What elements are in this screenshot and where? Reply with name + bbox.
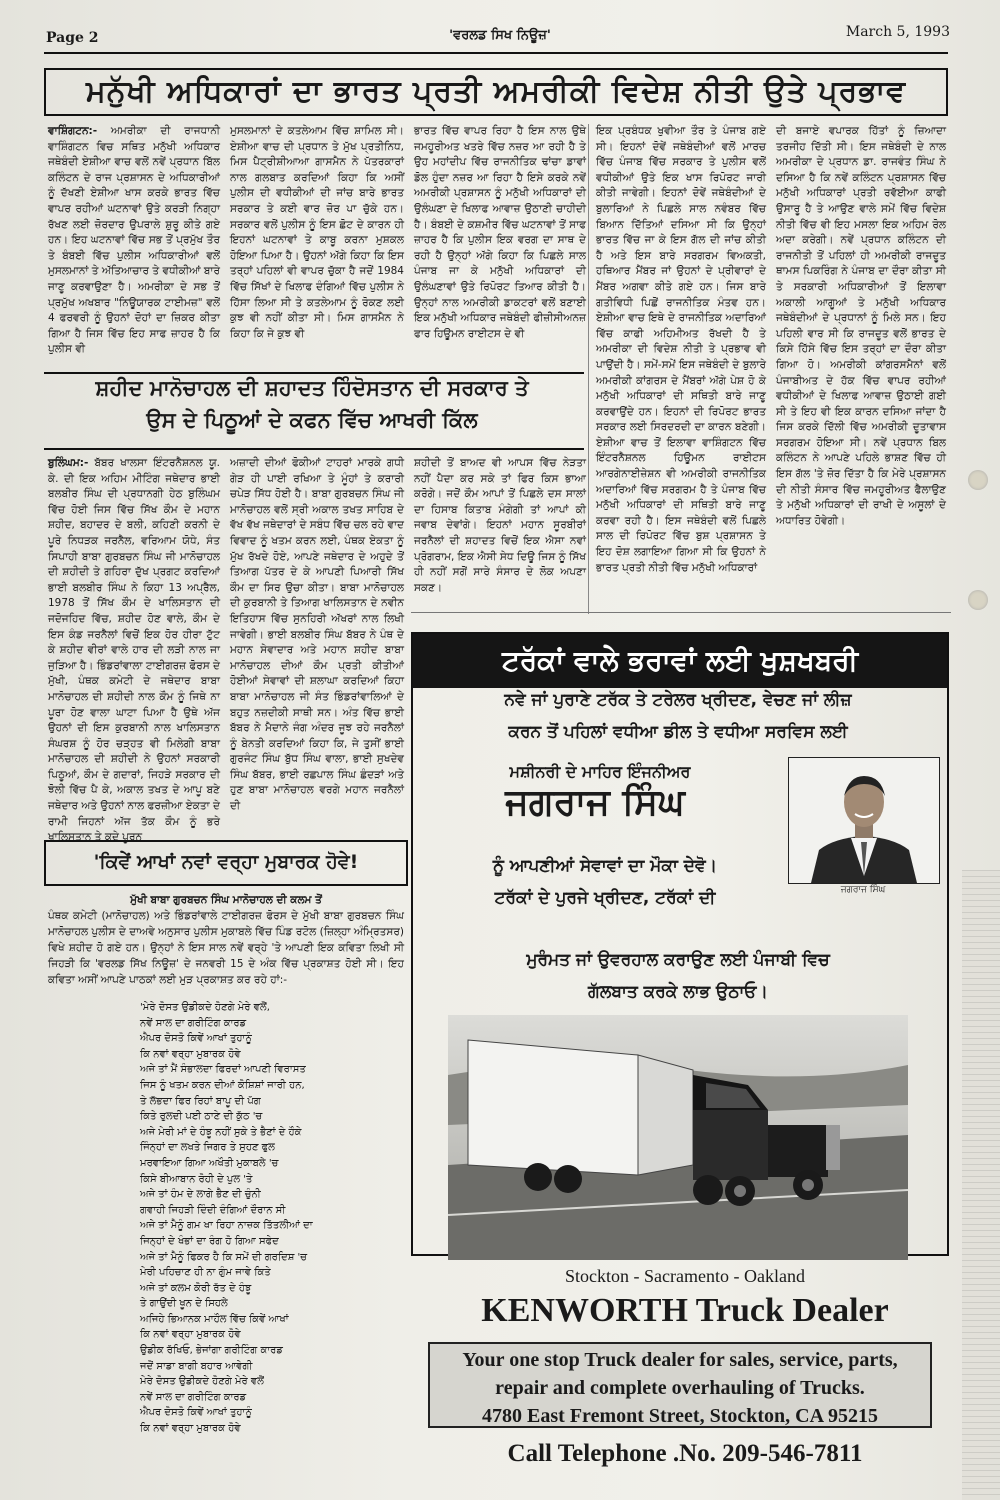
article2-text-3: ਸ਼ਹੀਦੀ ਤੋਂ ਬਾਅਦ ਵੀ ਆਪਸ ਵਿੱਚ ਨੇੜਤਾ ਨਹੀਂ ਪੈਦਾ ਕਰ ਸਕੇ ਤਾਂ ਫਿਰ ਕਿਸ ਭਾਆ ਕਰੋਗੇ। ਜਦੋਂ ਕੌਮ ਆਪਾਂ ਤੋਂ ਪਿਛਲੇ ਦਸ ਸਾਲਾਂ ਦਾ ਹਿਸਾਬ ਕਿਤਾਬ ਮੰਗੇਗੀ ਤਾਂ ਆਪਾਂ ਕੀ ਜਵਾਬ ਦੇਵਾਂਗੇ। ਇਹਨਾਂ ਮਹਾਨ ਸੂਰਬੀਰਾਂ ਜਰਨੈਲਾਂ ਦੀ ਸ਼ਹਾਦਤ ਵਿਚੋਂ ਇਕ ਐਸਾ ਨਵਾਂ ਪ੍ਰੋਗਰਾਮ, ਇਕ ਐਸੀ ਸੇਧ ਦਿਊ ਜਿਸ ਨੂੰ ਸਿੱਖ ਹੀ ਨਹੀਂ ਸਗੋਂ ਸਾਰੇ ਸੰਸਾਰ ਦੇ ਲੋਕ ਅਪਣਾ ਸਕਣ। <box>414 457 586 594</box>
article2-column-3 <box>414 456 586 616</box>
dealer-cities: Stockton - Sacramento - Oakland <box>565 1266 805 1286</box>
ad-title: ਟਰੱਕਾਂ ਵਾਲੇ ਭਰਾਵਾਂ ਲਈ ਖੁਸ਼ਖਬਰੀ <box>413 634 947 688</box>
ad-line-1: ਨਵੇ ਜਾਂ ਪੁਰਾਣੇ ਟਰੱਕ ਤੇ ਟਰੇਲਰ ਖ੍ਰੀਦਣ, ਵੇਚਣ ਜਾਂ ਲੀਜ਼ <box>504 690 852 710</box>
poem-line: ਮੇਰੀ ਪਹਿਚਾਣ ਹੀ ਨਾ ਗੁੰਮ ਜਾਵੇ ਕਿਤੇ <box>140 1267 271 1279</box>
article1-text-4: ਇਕ ਪ੍ਰਬੰਧਕ ਖੁਵੀਆ ਤੌਰ ਤੇ ਪੰਜਾਬ ਗਏ ਸੀ। ਇਹਨਾਂ ਦੋਵੇਂ ਜਥੇਬੰਦੀਆਂ ਵਲੋਂ ਮਾਰਚ ਵਿੱਚ ਪੰਜਾਬ ਵਿੱਚ ਸਰਕਾਰ ਤੇ ਪੁਲੀਸ ਵਲੋਂ ਵਧੀਕੀਆਂ ਉਤੇ ਇਕ ਖਾਸ ਰਿਪੋਰਟ ਜਾਰੀ ਕੀਤੀ ਜਾਵੇਗੀ। ਇਹਨਾਂ ਦੋਵੇਂ ਜਥੇਬੰਦੀਆਂ ਦੇ ਬੁਲਾਰਿਆਂ ਨੇ ਪਿਛਲੇ ਸਾਲ ਨਵੰਬਰ ਵਿੱਚ ਬਿਆਨ ਦਿੱਤਿਆਂ ਦਸਿਆ ਸੀ ਕਿ ਉਨ੍ਹਾਂ ਭਾਰਤ ਵਿੱਚ ਜਾ ਕੇ ਇਸ ਗੱਲ ਦੀ ਜਾਂਚ ਕੀਤੀ ਹੈ ਅਤੇ ਇਸ ਬਾਰੇ ਸਰਗਰਮ ਵਿਅਕਤੀ, ਹਥਿਆਰ ਮੈਂਬਰ ਜਾਂ ਉਹਨਾਂ ਦੇ ਪ੍ਰੀਵਾਰਾਂ ਦੇ ਮੈਂਬਰ ਅਗਵਾ ਕੀਤੇ ਗਏ ਹਨ। ਜਿਸ ਬਾਰੇ ਗਤੀਵਿਧੀ ਪਿਛੋਂ ਰਾਜਨੀਤਿਕ ਮੰਤਵ ਹਨ। ਏਸ਼ੀਆ ਵਾਚ ਇਥੇ ਦੇ ਰਾਜਨੀਤਿਕ ਅਦਾਰਿਆਂ ਵਿੱਚ ਕਾਫੀ ਅਹਿਮੀਅਤ ਰੱਖਦੀ ਹੈ ਤੇ ਅਮਰੀਕਾ ਦੀ ਵਿਦੇਸ਼ ਨੀਤੀ ਤੇ ਪ੍ਰਭਾਵ ਵੀ ਪਾਉਂਦੀ ਹੈ। ਸਮੇਂ-ਸਮੇਂ ਇਸ ਜਥੇਬੰਦੀ ਦੇ ਬੁਲਾਰੇ ਅਮਰੀਕੀ ਕਾਂਗਰਸ ਦੇ ਮੈਂਬਰਾਂ ਅੱਗੇ ਪੇਸ਼ ਹੋ ਕੇ ਮਨੁੱਖੀ ਅਧਿਕਾਰਾਂ ਦੀ ਸਥਿਤੀ ਬਾਰੇ ਜਾਣੂ ਕਰਵਾਉਂਦੇ ਹਨ। ਇਹਨਾਂ ਦੀ ਰਿਪੋਰਟ ਭਾਰਤ ਸਰਕਾਰ ਲਈ ਸਿਰਦਰਦੀ ਦਾ ਕਾਰਨ ਬਣੇਗੀ। ਏਸ਼ੀਆ ਵਾਚ ਤੋਂ ਇਲਾਵਾ ਵਾਸ਼ਿੰਗਟਨ ਵਿੱਚ ਇੰਟਰਨੈਸ਼ਨਲ ਹਿਊਮਨ ਰਾਈਟਸ ਆਰਗੇਨਾਈਜ਼ੇਸ਼ਨ ਵੀ ਅਮਰੀਕੀ ਰਾਜਨੀਤਿਕ ਅਦਾਰਿਆਂ ਵਿੱਚ ਸਰਗਰਮ ਹੈ ਤੇ ਪੰਜਾਬ ਵਿੱਚ ਮਨੁੱਖੀ ਅਧਿਕਾਰਾਂ ਦੀ ਸਥਿਤੀ ਬਾਰੇ ਜਾਣੂ ਕਰਵਾ ਰਹੀ ਹੈ। ਇਸ ਜਥੇਬੰਦੀ ਵਲੋਂ ਪਿਛਲੇ ਸਾਲ ਦੀ ਰਿਪੋਰਟ ਵਿੱਚ ਬੁਸ਼ ਪ੍ਰਸ਼ਾਸਨ ਤੇ ਇਹ ਦੋਸ਼ ਲਗਾਇਆ ਗਿਆ ਸੀ ਕਿ ਉਹਨਾਂ ਨੇ ਭਾਰਤ ਪ੍ਰਤੀ ਨੀਤੀ ਵਿੱਚ ਮਨੁੱਖੀ ਅਧਿਕਾਰਾਂ <box>596 125 766 574</box>
ad-line-4: ਨੂੰ ਆਪਣੀਆਂ ਸੇਵਾਵਾਂ ਦਾ ਮੌਕਾ ਦੇਵੋ। <box>492 856 718 876</box>
ad-line-7: ਗੱਲਬਾਤ ਕਰਕੇ ਲਾਭ ਉਠਾਓ। <box>588 982 768 1002</box>
ad-line-2: ਕਰਨ ਤੋਂ ਪਹਿਲਾਂ ਵਧੀਆ ਡੀਲ ਤੇ ਵਧੀਆ ਸਰਵਿਸ ਲਈ <box>508 722 848 742</box>
dealer-address: 4780 East Fremont Street, Stockton, CA 95215 <box>482 1405 878 1427</box>
poem-line: ਕਿ ਨਵਾਂ ਵਰ੍ਹਾ ਮੁਬਾਰਕ ਹੋਵੇ <box>140 1048 241 1060</box>
poem-line: ਜਿਨ੍ਹਾਂ ਦੇ ਖੰਭਾਂ ਦਾ ਰੰਗ ਹੋ ਗਿਆ ਸਫੇਦ <box>140 1235 279 1247</box>
dealer-desc-line-2: repair and complete overhauling of Trucks. <box>495 1377 865 1399</box>
page-number: Page 2 <box>46 30 99 46</box>
header-rule <box>44 52 948 54</box>
poem-byline: ਮੁੱਖੀ ਬਾਬਾ ਗੁਰਬਚਨ ਸਿੰਘ ਮਾਨੋਚਾਹਲ ਦੀ ਕਲਮ ਤੋਂ <box>130 894 322 906</box>
masthead-title: 'ਵਰਲਡ ਸਿਖ ਨਿਊਜ਼' <box>449 28 551 43</box>
article2-column-1 <box>48 456 220 844</box>
dealer-phone: Call Telephone .No. 209-546-7811 <box>507 1440 863 1467</box>
poem-line: ਕਿਸੇ ਬੀਆਬਾਨ ਰੋਹੀ ਦੇ ਪੁਲ 'ਤੇ <box>140 1173 253 1185</box>
poem-body <box>140 1000 410 1437</box>
article2-dateline: ਬੁਲਿੰਘਮ:- <box>48 457 89 469</box>
page-header <box>40 24 960 50</box>
article1-column-3 <box>414 124 586 370</box>
poem-intro-text: ਪੰਥਕ ਕਮੇਟੀ (ਮਾਨੋਚਾਹਲ) ਅਤੇ ਭਿੰਡਰਾਂਵਾਲੇ ਟਾਈਗਰਜ਼ ਫੋਰਸ ਦੇ ਮੁੱਖੀ ਬਾਬਾ ਗੁਰਬਚਨ ਸਿੰਘ ਮਾਨੋਚਾਹਲ ਪੁਲੀਸ ਦੇ ਦਾਅਵੇ ਅਨੁਸਾਰ ਪੁਲੀਸ ਮੁਕਾਬਲੇ ਵਿੱਚ ਪਿੰਡ ਰਟੋਲ (ਜ਼ਿਲ੍ਹਾ ਅੰਮ੍ਰਿਤਸਰ) ਵਿਖੇ ਸ਼ਹੀਦ ਹੋ ਗਏ ਹਨ। ਉਨ੍ਹਾਂ ਨੇ ਇਸ ਸਾਲ ਨਵੇਂ ਵਰ੍ਹੇ 'ਤੇ ਆਪਣੀ ਇਕ ਕਵਿਤਾ ਲਿਖੀ ਸੀ ਜਿਹੜੀ ਕਿ 'ਵਰਲਡ ਸਿੱਖ ਨਿਊਜ਼' ਦੇ ਜਨਵਰੀ 15 ਦੇ ਅੰਕ ਵਿੱਚ ਪ੍ਰਕਾਸ਼ਤ ਹੋਈ ਸੀ। ਇਹ ਕਵਿਤਾ ਅਸੀਂ ਆਪਣੇ ਪਾਠਕਾਂ ਲਈ ਮੁੜ ਪ੍ਰਕਾਸ਼ਤ ਕਰ ਰਹੇ ਹਾਂ:- <box>48 910 404 986</box>
poem-line: ਐਪਰ ਦੋਸਤੋ ਕਿਵੇਂ ਆਖਾਂ ਤੁਹਾਨੂੰ <box>140 1407 252 1419</box>
article2-text-2: ਅਜ਼ਾਦੀ ਦੀਆਂ ਫੋਕੀਆਂ ਟਾਹਰਾਂ ਮਾਰਕੇ ਗਧੀ ਗੇੜ ਹੀ ਪਾਈ ਰਖਿਆ ਤੇ ਮੂੰਹਾਂ ਤੇ ਕਰਾਰੀ ਚਪੇੜ ਸਿੱਧ ਹੋਈ ਹੈ। ਬਾਬਾ ਗੁਰਬਚਨ ਸਿੰਘ ਜੀ ਮਾਨੋਚਾਹਲ ਵਲੋਂ ਸ੍ਰੀ ਅਕਾਲ ਤਖਤ ਸਾਹਿਬ ਦੇ ਵੱਖ ਵੱਖ ਜਥੇਦਾਰਾਂ ਦੇ ਸਬੰਧ ਵਿੱਚ ਚਲ ਰਹੇ ਵਾਦ ਵਿਵਾਦ ਨੂੰ ਖਤਮ ਕਰਨ ਲਈ, ਪੰਥਕ ਏਕਤਾ ਨੂੰ ਮੁੱਖ ਰੱਖਦੇ ਹੋਏ, ਆਪਣੇ ਜਥੇਦਾਰ ਦੇ ਅਹੁਦੇ ਤੋਂ ਤਿਆਗ ਪੱਤਰ ਦੇ ਕੇ ਆਪਣੀ ਪਿਆਰੀ ਸਿੱਖ ਕੌਮ ਦਾ ਸਿਰ ਉਚਾ ਕੀਤਾ। ਬਾਬਾ ਮਾਨੋਚਾਹਲ ਦੀ ਕੁਰਬਾਨੀ ਤੇ ਤਿਆਗ ਖਾਲਿਸਤਾਨ ਦੇ ਨਵੀਨ ਇਤਿਹਾਸ ਵਿੱਚ ਸੁਨਹਿਰੀ ਅੱਖਰਾਂ ਨਾਲ ਲਿਖੀ ਜਾਵੇਗੀ। ਭਾਈ ਬਲਬੀਰ ਸਿੰਘ ਬੱਬਰ ਨੇ ਪੰਥ ਦੇ ਮਹਾਨ ਸੇਵਾਦਾਰ ਅਤੇ ਮਹਾਨ ਸ਼ਹੀਦ ਬਾਬਾ ਮਾਨੋਚਾਹਲ ਦੀਆਂ ਕੌਮ ਪ੍ਰਤੀ ਕੀਤੀਆਂ ਹੋਈਆਂ ਸੇਵਾਵਾਂ ਦੀ ਸ਼ਲਾਘਾ ਕਰਦਿਆਂ ਕਿਹਾ ਬਾਬਾ ਮਾਨੋਚਾਹਲ ਜੀ ਸੰਤ ਭਿੰਡਰਾਂਵਾਲਿਆਂ ਦੇ ਬਹੁਤ ਨਜ਼ਦੀਕੀ ਸਾਥੀ ਸਨ। ਅੰਤ ਵਿੱਚ ਭਾਈ ਬੱਬਰ ਨੇ ਮੈਦਾਨੇ ਜੰਗ ਅੰਦਰ ਜੂਝ ਰਹੇ ਜਰਨੈਲਾਂ ਨੂੰ ਬੇਨਤੀ ਕਰਦਿਆਂ ਕਿਹਾ ਕਿ, ਜੇ ਤੁਸੀਂ ਭਾਈ ਗੁਰਜੰਟ ਸਿੰਘ ਬੁੱਧ ਸਿੰਘ ਵਾਲਾ, ਭਾਈ ਸੁਖਦੇਵ ਸਿੰਘ ਬੱਬਰ, ਭਾਈ ਰਛਪਾਲ ਸਿੰਘ ਛੰਦੜਾਂ ਅਤੇ ਹੁਣ ਬਾਬਾ ਮਾਨੋਚਾਹਲ ਵਰਗੇ ਮਹਾਨ ਜਰਨੈਲਾਂ ਦੀ <box>230 457 404 813</box>
article1-column-1 <box>48 124 220 370</box>
portrait-image <box>789 758 939 883</box>
binder-hole <box>968 470 988 490</box>
dealer-desc-line-1: Your one stop Truck dealer for sales, service, parts, <box>462 1349 898 1371</box>
advertiser-photo <box>788 757 940 884</box>
poem-line: ਕਿ ਨਵਾਂ ਵਰ੍ਹਾ ਮੁਬਾਰਕ ਹੋਵੇ <box>140 1329 241 1341</box>
poem-title: 'ਕਿਵੇਂ ਆਖਾਂ ਨਵਾਂ ਵਰ੍ਹਾ ਮੁਬਾਰਕ ਹੋਵੇ! <box>44 840 408 886</box>
column-divider <box>588 124 589 614</box>
poem-line: ਅਜੇ ਤਾਂ ਮੈਨੂੰ ਗਮ ਖਾ ਰਿਹਾ ਨਾਜ਼ਕ ਤਿੱਤਲੀਆਂ ਦਾ <box>140 1220 313 1232</box>
ad-top-rule <box>411 612 951 613</box>
poem-line: ਗਵਾਹੀ ਜਿਹੜੀ ਦਿੰਦੀ ਦੰਗਿਆਂ ਦੌਰਾਨ ਸੀ <box>140 1204 286 1216</box>
poem-line: ਅਜੇ ਤਾਂ ਕਲਮ ਕੋਰੀ ਰੱਤ ਦੇ ਹੰਝੂ <box>140 1282 252 1294</box>
poem-line: ਅਜੇ ਮੇਰੀ ਮਾਂ ਦੇ ਹੰਝੂ ਨਹੀਂ ਸੁਕੇ ਤੇ ਭੈਣਾਂ ਦੇ ਹੌਕੇ <box>140 1126 302 1138</box>
poem-line: ਐਪਰ ਦੋਸਤੋ ਕਿਵੇਂ ਆਖਾਂ ਤੁਹਾਨੂੰ <box>140 1033 252 1045</box>
article1-column-2 <box>230 124 404 370</box>
poem-line: 'ਮੇਰੇ ਦੋਸਤ ਉਡੀਕਦੇ ਹੋਣਗੇ ਮੇਰੇ ਵਲੋਂ, <box>140 1002 270 1013</box>
advertiser-name: ਜਗਰਾਜ ਸਿੰਘ <box>505 782 685 823</box>
article1-text-2: ਮੁਸਲਮਾਨਾਂ ਦੇ ਕਤਲੇਆਮ ਵਿੱਚ ਸ਼ਾਮਿਲ ਸੀ। ਏਸ਼ੀਆ ਵਾਚ ਦੀ ਪ੍ਰਧਾਨ ਤੇ ਮੁੱਖ ਪ੍ਰਤੀਨਿਧ, ਮਿਸ ਪੈਟ੍ਰੀਸ਼ੀਆਆ ਗਾਸਮੈਨ ਨੇ ਪੱਤਰਕਾਰਾਂ ਨਾਲ ਗਲਬਾਤ ਕਰਦਿਆਂ ਕਿਹਾ ਕਿ ਅਸੀਂ ਪੁਲੀਸ ਦੀ ਵਧੀਕੀਆਂ ਦੀ ਜਾਂਚ ਬਾਰੇ ਭਾਰਤ ਸਰਕਾਰ ਤੇ ਕਈ ਵਾਰ ਜ਼ੋਰ ਪਾ ਚੁੱਕੇ ਹਨ। ਸਰਕਾਰ ਵਲੋਂ ਪੁਲੀਸ ਨੂੰ ਇਸ ਛੋਟ ਦੇ ਕਾਰਨ ਹੀ ਇਹਨਾਂ ਘਟਨਾਵਾਂ ਤੇ ਕਾਬੂ ਕਰਨਾ ਮੁਸ਼ਕਲ ਹੋਇਆ ਪਿਆ ਹੈ। ਉਹਨਾਂ ਅੱਗੇ ਕਿਹਾ ਕਿ ਇਸ ਤਰ੍ਹਾਂ ਪਹਿਲਾਂ ਵੀ ਵਾਪਰ ਚੁੱਕਾ ਹੈ ਜਦੋਂ 1984 ਵਿੱਚ ਸਿੱਖਾਂ ਦੇ ਖਿਲਾਫ ਦੰਗਿਆਂ ਵਿੱਚ ਪੁਲੀਸ ਨੇ ਹਿੱਸਾ ਲਿਆ ਸੀ ਤੇ ਕਤਲੇਆਮ ਨੂੰ ਰੋਕਣ ਲਈ ਕੁਝ ਵੀ ਨਹੀਂ ਕੀਤਾ ਸੀ। ਮਿਸ ਗਾਸਮੈਨ ਨੇ ਕਿਹਾ ਕਿ ਜੇ ਕੁਝ ਵੀ <box>230 125 404 340</box>
ad-line-3: ਮਸ਼ੀਨਰੀ ਦੇ ਮਾਹਿਰ ਇੰਜਨੀਅਰ <box>509 762 691 781</box>
poem-line: ਨਵੇਂ ਸਾਲ ਦਾ ਗਰੀਟਿੰਗ ਕਾਰਡ <box>140 1391 247 1403</box>
poem-line: ਨਵੇਂ ਸਾਲ ਦਾ ਗਰੀਟਿੰਗ ਕਾਰਡ <box>140 1017 247 1029</box>
ad-line-6: ਮੁਰੰਮਤ ਜਾਂ ਉਵਰਹਾਲ ਕਰਾਉਣ ਲਈ ਪੰਜਾਬੀ ਵਿਚ <box>526 950 830 970</box>
poem-line: ਕਿਤੇ ਰੁਲਦੀ ਪਈ ਠਾਣੇ ਦੀ ਕੁੱਠ 'ਚ <box>140 1111 263 1123</box>
article1-text-3: ਭਾਰਤ ਵਿੱਚ ਵਾਪਰ ਰਿਹਾ ਹੈ ਇਸ ਨਾਲ ਉਥੇ ਜਮਹੂਰੀਅਤ ਖਤਰੇ ਵਿੱਚ ਨਜ਼ਰ ਆ ਰਹੀ ਹੈ ਤੇ ਉਹ ਮਹਾਂਦੀਪ ਵਿੱਚ ਰਾਜਨੀਤਿਕ ਢਾਂਚਾ ਡਾਵਾਂ ਡੋਲ ਹੁੰਦਾ ਨਜ਼ਰ ਆ ਰਿਹਾ ਹੈ ਇਸੇ ਕਰਕੇ ਨਵੇਂ ਅਮਰੀਕੀ ਪ੍ਰਸ਼ਾਸਨ ਨੂੰ ਮਨੁੱਖੀ ਅਧਿਕਾਰਾਂ ਦੀ ਉਲੰਘਣਾ ਦੇ ਖਿਲਾਫ ਆਵਾਜ਼ ਉਠਾਣੀ ਚਾਹੀਦੀ ਹੈ। ਬੰਬਈ ਦੇ ਕਸ਼ਮੀਰ ਵਿੱਚ ਘਟਨਾਵਾਂ ਤੋਂ ਸਾਫ ਜ਼ਾਹਰ ਹੈ ਕਿ ਪੁਲੀਸ ਇਕ ਵਰਗ ਦਾ ਸਾਥ ਦੇ ਰਹੀ ਹੈ ਉਨ੍ਹਾਂ ਅੱਗੇ ਕਿਹਾ ਕਿ ਪਿਛਲੇ ਸਾਲ ਪੰਜਾਬ ਜਾ ਕੇ ਮਨੁੱਖੀ ਅਧਿਕਾਰਾਂ ਦੀ ਉਲੰਘਣਾਵਾਂ ਉਤੇ ਰਿਪੋਰਟ ਤਿਆਰ ਕੀਤੀ ਹੈ। ਉਨ੍ਹਾਂ ਨਾਲ ਅਮਰੀਕੀ ਡਾਕਟਰਾਂ ਵਲੋਂ ਬਣਾਈ ਇਕ ਮਨੁੱਖੀ ਅਧਿਕਾਰ ਜਥੇਬੰਦੀ ਫੀਜ਼ੀਸੀਅਨਜ਼ ਫਾਰ ਹਿਊਮਨ ਰਾਈਟਸ ਦੇ ਵੀ <box>414 125 586 340</box>
article2-headline-line-2: ਉਸ ਦੇ ਪਿਠੂਆਂ ਦੇ ਕਫਨ ਵਿੱਚ ਆਖਰੀ ਕਿੱਲ <box>146 408 478 432</box>
article1-dateline: ਵਾਸ਼ਿੰਗਟਨ:- <box>48 125 98 137</box>
article1-text-5: ਦੀ ਬਜਾਏ ਵਪਾਰਕ ਹਿੱਤਾਂ ਨੂੰ ਜ਼ਿਆਦਾ ਤਰਜੀਹ ਦਿੱਤੀ ਸੀ। ਇਸ ਜਥੇਬੰਦੀ ਦੇ ਨਾਲ ਅਮਰੀਕਾ ਦੇ ਪ੍ਰਧਾਨ ਡਾ. ਰਾਜਵੰਤ ਸਿੰਘ ਨੇ ਦਸਿਆ ਹੈ ਕਿ ਨਵੇਂ ਕਲਿੰਟਨ ਪ੍ਰਸ਼ਾਸਨ ਵਿੱਚ ਮਨੁੱਖੀ ਅਧਿਕਾਰਾਂ ਪ੍ਰਤੀ ਰਵੱਈਆ ਕਾਫੀ ਉਸਾਰੂ ਹੈ ਤੇ ਆਉਣ ਵਾਲੇ ਸਮੇਂ ਵਿੱਚ ਵਿਦੇਸ਼ ਨੀਤੀ ਵਿੱਚ ਵੀ ਇਹ ਮਸਲਾ ਇਕ ਅਹਿਮ ਰੋਲ ਅਦਾ ਕਰੇਗੀ। ਨਵੇਂ ਪ੍ਰਧਾਨ ਕਲਿੰਟਨ ਦੀ ਰਾਜਨੀਤੀ ਤੋਂ ਪਹਿਲਾਂ ਹੀ ਅਮਰੀਕੀ ਰਾਜਦੂਤ ਥਾਮਸ ਪਿਕਰਿੰਗ ਨੇ ਪੰਜਾਬ ਦਾ ਦੌਰਾ ਕੀਤਾ ਸੀ ਤੇ ਸਰਕਾਰੀ ਅਧਿਕਾਰੀਆਂ ਤੋਂ ਇਲਾਵਾ ਅਕਾਲੀ ਆਗੂਆਂ ਤੇ ਮਨੁੱਖੀ ਅਧਿਕਾਰ ਜਥੇਬੰਦੀਆਂ ਦੇ ਪ੍ਰਧਾਨਾਂ ਨੂੰ ਮਿਲੇ ਸਨ। ਇਹ ਪਹਿਲੀ ਵਾਰ ਸੀ ਕਿ ਰਾਜਦੂਤ ਵਲੋਂ ਭਾਰਤ ਦੇ ਕਿਸੇ ਹਿੱਸੇ ਵਿੱਚ ਇਸ ਤਰ੍ਹਾਂ ਦਾ ਦੌਰਾ ਕੀਤਾ ਗਿਆ ਹੋ। ਅਮਰੀਕੀ ਕਾਂਗਰਸਮੈਨਾਂ ਵਲੋਂ ਪੰਜਾਬੀਅਤ ਦੇ ਹੱਕ ਵਿੱਚ ਵਾਪਰ ਰਹੀਆਂ ਵਧੀਕੀਆਂ ਦੇ ਖਿਲਾਫ ਆਵਾਜ਼ ਉਠਾਈ ਗਈ ਸੀ ਤੇ ਇਹ ਵੀ ਇਕ ਕਾਰਨ ਦਸਿਆ ਜਾਂਦਾ ਹੈ ਜਿਸ ਕਰਕੇ ਦਿੱਲੀ ਵਿੱਚ ਅਮਰੀਕੀ ਦੂਤਾਵਾਸ ਸਰਗਰਮ ਹੋਇਆ ਸੀ। ਨਵੇਂ ਪ੍ਰਧਾਨ ਬਿਲ ਕਲਿੰਟਨ ਨੇ ਆਪਣੇ ਪਹਿਲੇ ਭਾਸ਼ਣ ਵਿੱਚ ਹੀ ਇਸ ਗੱਲ 'ਤੇ ਜ਼ੋਰ ਦਿੱਤਾ ਹੈ ਕਿ ਮੇਰੇ ਪ੍ਰਸ਼ਾਸਨ ਦੀ ਨੀਤੀ ਸੰਸਾਰ ਵਿੱਚ ਜਮਹੂਰੀਅਤ ਫੈਲਾਉਣ ਤੇ ਮਨੁੱਖੀ ਅਧਿਕਾਰਾਂ ਦੀ ਰਾਖੀ ਦੇ ਅਸੂਲਾਂ ਦੇ ਅਧਾਰਿਤ ਹੋਵੇਗੀ। <box>776 125 946 527</box>
binder-hole <box>968 590 988 610</box>
article2-headline-line-1: ਸ਼ਹੀਦ ਮਾਨੋਚਾਹਲ ਦੀ ਸ਼ਹਾਦਤ ਹਿੰਦੋਸਤਾਨ ਦੀ ਸਰਕਾਰ ਤੇ <box>95 376 529 400</box>
poem-line: ਜਦੋਂ ਸਾਡਾ ਬਾਗੀ ਬਹਾਰ ਆਵੇਗੀ <box>140 1360 253 1372</box>
dealer-description <box>428 1342 932 1428</box>
article1-text-1: ਅਮਰੀਕਾ ਦੀ ਰਾਜਧਾਨੀ ਵਾਸ਼ਿੰਗਟਨ ਵਿਚ ਸਥਿਤ ਮਨੁੱਖੀ ਅਧਿਕਾਰ ਜਥੇਬੰਦੀ ਏਸ਼ੀਆ ਵਾਚ ਵਲੋਂ ਨਵੇਂ ਪ੍ਰਧਾਨ ਬਿੱਲ ਕਲਿੰਟਨ ਦੇ ਰਾਜ ਪ੍ਰਸ਼ਾਸਨ ਦੇ ਅਧਿਕਾਰੀਆਂ ਨੂੰ ਦੱਖਣੀ ਏਸ਼ੀਆ ਖਾਸ ਕਰਕੇ ਭਾਰਤ ਵਿੱਚ ਵਾਪਰ ਰਹੀਆਂ ਘਟਨਾਵਾਂ ਉਤੇ ਕਰੜੀ ਨਿਗ੍ਹਾ ਰੱਖਣ ਲਈ ਜ਼ੋਰਦਾਰ ਉਪਰਾਲੇ ਸ਼ੁਰੂ ਕੀਤੇ ਗਏ ਹਨ। ਇਹ ਘਟਨਾਵਾਂ ਵਿੱਚ ਸਭ ਤੋਂ ਪ੍ਰਮੁੱਖ ਤੌਰ ਤੇ ਬੰਬਈ ਵਿੱਚ ਪੁਲੀਸ ਅਧਿਕਾਰੀਆਂ ਵਲੋਂ ਮੁਸਲਮਾਨਾਂ ਤੇ ਅੱਤਿਆਚਾਰ ਤੇ ਵਧੀਕੀਆਂ ਬਾਰੇ ਜਾਣੂ ਕਰਵਾਉਣਾ ਹੈ। ਅਮਰੀਕਾ ਦੇ ਸਭ ਤੋਂ ਪ੍ਰਮੁੱਖ ਅਖਬਾਰ "ਨਿਊਯਾਰਕ ਟਾਈਮਜ਼" ਵਲੋਂ 4 ਫਰਵਰੀ ਨੂੰ ਉਹਨਾਂ ਦੋਹਾਂ ਦਾ ਜ਼ਿਕਰ ਕੀਤਾ ਗਿਆ ਹੈ ਜਿਸ ਵਿੱਚ ਇਹ ਸਾਫ ਜ਼ਾਹਰ ਹੈ ਕਿ ਪੁਲੀਸ ਵੀ <box>48 125 220 356</box>
poem-line: ਕਿ ਨਵਾਂ ਵਰ੍ਹਾ ਮੁਬਾਰਕ ਹੋਵੇ <box>140 1423 241 1435</box>
issue-date: March 5, 1993 <box>845 24 950 40</box>
kenworth-truck-image <box>448 1015 908 1260</box>
poem-line: ਅਜੇ ਤਾਂ ਹੰਮ ਦੇ ਲਾਗੇ ਭੈਣ ਦੀ ਚੁੰਨੀ <box>140 1189 261 1201</box>
poem-line: ਉਡੀਕ ਰੱਖਿਓ, ਭੇਜਾਂਗਾ ਗਰੀਟਿੰਗ ਕਾਰਡ <box>140 1345 283 1357</box>
truck-photo <box>448 1015 908 1260</box>
poem-line: ਮੇਰੇ ਦੋਸਤ ਉਡੀਕਦੇ ਹੋਣਗੇ ਮੇਰੇ ਵਲੋਂ <box>140 1376 264 1388</box>
measuring-ruler <box>962 870 1000 1500</box>
poem-intro <box>48 892 404 988</box>
poem-line: ਜਿਸ ਨੂੰ ਖਤਮ ਕਰਨ ਦੀਆਂ ਕੋਸ਼ਿਸ਼ਾਂ ਜਾਰੀ ਹਨ, <box>140 1079 305 1091</box>
poem-line: ਅਜੇ ਤਾਂ ਮੈਨੂੰ ਫਿਕਰ ਹੈ ਕਿ ਸਮੇਂ ਦੀ ਗਰਦਿਸ਼ 'ਚ <box>140 1251 308 1263</box>
dealer-name: KENWORTH Truck Dealer <box>481 1292 889 1329</box>
poem-line: ਮਰਵਾਇਆ ਗਿਆ ਅਖੌਤੀ ਮੁਕਾਬਲੇ 'ਚ <box>140 1157 279 1169</box>
poem-line: ਅਜੇ ਤਾਂ ਮੈਂ ਸੰਭਾਲਦਾ ਫਿਰਦਾਂ ਆਪਣੀ ਵਿਰਾਸਤ <box>140 1064 306 1076</box>
poem-line: ਅਜਿਹੇ ਭਿਆਨਕ ਮਾਹੌਲ ਵਿੱਚ ਕਿਵੇਂ ਆਖਾਂ <box>140 1313 289 1325</box>
poem-line: ਜਿੰਨ੍ਹਾਂ ਦਾ ਲਖਤੇ ਜਿਗਰ ਤੇ ਸੁਹਣ ਫੁਲ <box>140 1142 275 1154</box>
poem-line: ਤੇ ਗਾਉਂਦੀ ਖੂਨ ਦੇ ਸਿਹਲੇ <box>140 1298 228 1310</box>
article2-headline <box>44 372 580 464</box>
article2-text-1: ਬੱਬਰ ਖਾਲਸਾ ਇੰਟਰਨੈਸ਼ਨਲ ਯੂ. ਕੇ. ਦੀ ਇਕ ਅਹਿਮ ਮੀਟਿੰਗ ਜਥੇਦਾਰ ਭਾਈ ਬਲਬੀਰ ਸਿੰਘ ਦੀ ਪ੍ਰਧਾਨਗੀ ਹੇਠ ਬੁਲਿੰਘਮ ਵਿੱਚ ਹੋਈ ਜਿਸ ਵਿੱਚ ਸਿੱਖ ਕੌਮ ਦੇ ਮਹਾਨ ਸ਼ਹੀਦ, ਬਹਾਦਰ ਦੇ ਬਲੀ, ਕਹਿਣੀ ਕਰਨੀ ਦੇ ਪੂਰੇ ਨਿਧੜਕ ਜਰਨੈਲ, ਵਰਿਆਮ ਯੋਧੇ, ਸੰਤ ਸਿਪਾਹੀ ਬਾਬਾ ਗੁਰਬਚਨ ਸਿੰਘ ਜੀ ਮਾਨੋਚਾਹਲ ਦੀ ਸ਼ਹੀਦੀ ਤੇ ਗਹਿਰਾ ਦੁੱਖ ਪ੍ਰਗਟ ਕਰਦਿਆਂ ਭਾਈ ਬਲਬੀਰ ਸਿੰਘ ਨੇ ਕਿਹਾ 13 ਅਪ੍ਰੈਲ, 1978 ਤੋਂ ਸਿੱਖ ਕੌਮ ਦੇ ਖਾਲਿਸਤਾਨ ਦੀ ਜਦੋਜਹਿਦ ਵਿੱਚ, ਸ਼ਹੀਦ ਹੋਣ ਵਾਲੇ, ਕੌਮ ਦੇ ਇਸ ਕੰਡ ਜਰਨੈਲਾਂ ਵਿਚੋਂ ਇਕ ਹੋਰ ਹੀਰਾ ਟੁੱਟ ਕੇ ਸ਼ਹੀਦ ਵੀਰਾਂ ਵਾਲੇ ਹਾਰ ਦੀ ਲੜੀ ਨਾਲ ਜਾ ਜੁੜਿਆ ਹੈ। ਭਿੰਡਰਾਂਵਾਲਾ ਟਾਈਗਰਜ਼ ਫੋਰਸ ਦੇ ਮੁੱਖੀ, ਪੰਥਕ ਕਮੇਟੀ ਦੇ ਜਥੇਦਾਰ ਬਾਬਾ ਮਾਨੋਚਾਹਲ ਦੀ ਸ਼ਹੀਦੀ ਨਾਲ ਕੌਮ ਨੂੰ ਜਿਥੇ ਨਾ ਪੂਰਾ ਹੋਣ ਵਾਲਾ ਘਾਟਾ ਪਿਆ ਹੈ ਉਥੇ ਅੱਜ ਉਹਨਾਂ ਦੀ ਇਸ ਕੁਰਬਾਨੀ ਨਾਲ ਖਾਲਿਸਤਾਨ ਸੰਘਰਸ਼ ਨੂੰ ਹੋਰ ਚੜ੍ਹਤ ਵੀ ਮਿਲੇਗੀ ਬਾਬਾ ਮਾਨੋਚਾਹਲ ਦੀ ਸ਼ਹੀਦੀ ਨੇ ਉਹਨਾਂ ਸਰਕਾਰੀ ਪਿਠੂਆਂ, ਕੌਮ ਦੇ ਗਦਾਰਾਂ, ਜਿਹੜੇ ਸਰਕਾਰ ਦੀ ਝੋਲੀ ਵਿੱਚ ਪੈ ਕੇ, ਅਕਾਲ ਤਖਤ ਦੇ ਆਪੂ ਬਣੇ ਜਥੇਦਾਰ ਅਤੇ ਉਹਨਾਂ ਨਾਲ ਫਰਜ਼ੀਆ ਏਕਤਾ ਦੇ ਰਾਮੀ ਜਿਹਨਾਂ ਅੱਜ ਤੱਕ ਕੌਮ ਨੂੰ ਭਰੇ ਖਾਲਿਸਤਾਨ ਤੇ ਕਦੇ ਪੂਰਨ <box>48 457 220 844</box>
article2-column-2 <box>230 456 404 836</box>
poem-line: ਤੇ ਲੱਭਦਾ ਫਿਰ ਰਿਹਾਂ ਬਾਪੂ ਦੀ ਪੱਗ <box>140 1095 261 1107</box>
article1-column-4 <box>596 124 766 604</box>
photo-caption: ਜਗਰਾਜ ਸਿੰਘ <box>840 885 886 895</box>
ad-line-5: ਟਰੱਕਾਂ ਦੇ ਪੁਰਜੇ ਖ੍ਰੀਦਣ, ਟਰੱਕਾਂ ਦੀ <box>494 888 716 908</box>
section-rule <box>44 448 584 450</box>
article1-column-5 <box>776 124 946 604</box>
main-headline: ਮਨੁੱਖੀ ਅਧਿਕਾਰਾਂ ਦਾ ਭਾਰਤ ਪ੍ਰਤੀ ਅਮਰੀਕੀ ਵਿਦੇਸ਼ ਨੀਤੀ ਉਤੇ ਪ੍ਰਭਾਵ <box>44 68 948 116</box>
